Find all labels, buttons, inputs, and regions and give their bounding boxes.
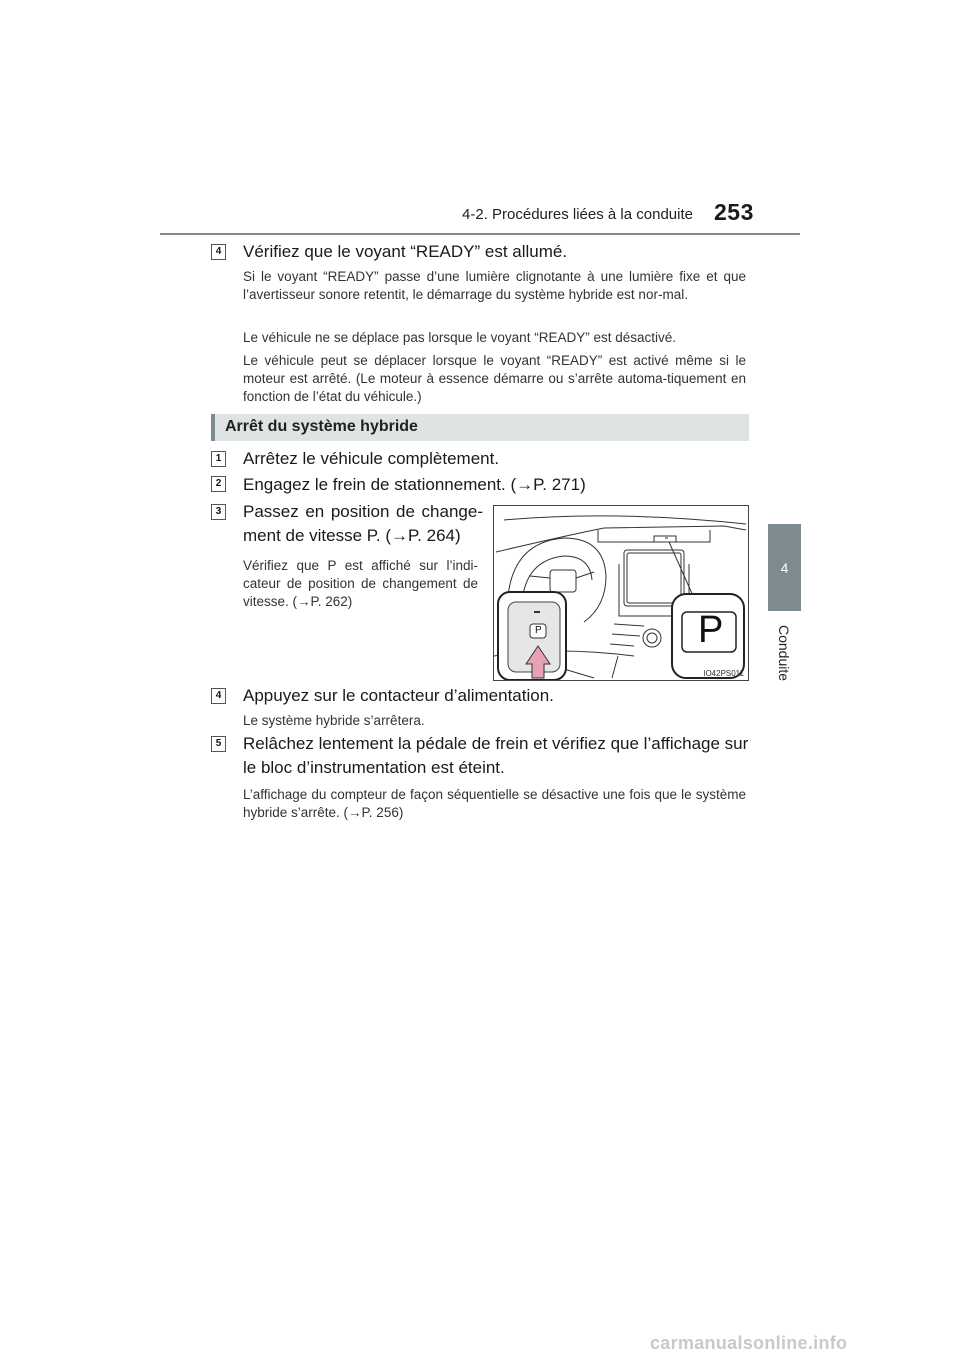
header-rule — [160, 233, 800, 235]
step-number-box: 4 — [211, 244, 226, 260]
page-number: 253 — [714, 199, 754, 225]
chapter-number: 4 — [780, 559, 789, 576]
chapter-label: Conduite — [776, 624, 793, 682]
step-title: Arrêtez le véhicule complètement. — [243, 449, 500, 468]
step-title: Relâchez lentement la pédale de frein et vérifiez que l’affichage sur — [243, 734, 749, 753]
running-header: 4-2. Procédures liées à la conduite — [462, 206, 693, 223]
footer-watermark[interactable]: carmanualsonline.info — [650, 1333, 848, 1353]
section-heading: Arrêt du système hybride — [225, 418, 418, 435]
step-title: Engagez le frein de stationnement. (→P. 271) — [243, 475, 586, 494]
image-code: IO42PS011 — [703, 669, 744, 678]
step-title: ment de vitesse P. (→P. 264) — [243, 526, 461, 545]
shift-illustration — [493, 505, 749, 681]
step-note: Vérifiez que P est affiché sur l’indi-cateur de position de changement de vitesse. (→P. 262) — [243, 558, 478, 609]
step-number-box: 2 — [211, 476, 226, 492]
button-p-label: P — [535, 625, 542, 636]
step-note: L’affichage du compteur de façon séquentielle se désactive une fois que le système hybride s’arrête. (→P. 256) — [243, 787, 746, 820]
indicator-p-label: P — [698, 609, 724, 651]
step-number-box: 5 — [211, 736, 226, 752]
section-heading-bar — [211, 414, 749, 441]
step-note: Le véhicule peut se déplacer lorsque le voyant “READY” est activé même si le moteur est arrêté. (Le moteur à essence démarre ou s’arrête automa-tiquement en fonction de l’état du véhicule.) — [243, 353, 746, 404]
step-title: Passez en position de change- — [243, 502, 483, 521]
chapter-tab[interactable] — [768, 524, 801, 611]
step-title: Vérifiez que le voyant “READY” est allumé. — [243, 242, 568, 261]
step-title: Appuyez sur le contacteur d’alimentation. — [243, 686, 554, 705]
step-title: le bloc d’instrumentation est éteint. — [243, 758, 505, 777]
step-note: Si le voyant “READY” passe d’une lumière clignotante à une lumière fixe et que l’avertisseur sonore retentit, le démarrage du système hybride est nor-mal. — [243, 269, 746, 302]
step-number-box: 3 — [211, 504, 226, 520]
step-note: Le système hybride s’arrêtera. — [243, 713, 425, 728]
step-note: Le véhicule ne se déplace pas lorsque le voyant “READY” est désactivé. — [243, 330, 676, 345]
step-number-box: 4 — [211, 688, 226, 704]
step-number-box: 1 — [211, 451, 226, 467]
dashboard-drawing — [494, 506, 748, 680]
